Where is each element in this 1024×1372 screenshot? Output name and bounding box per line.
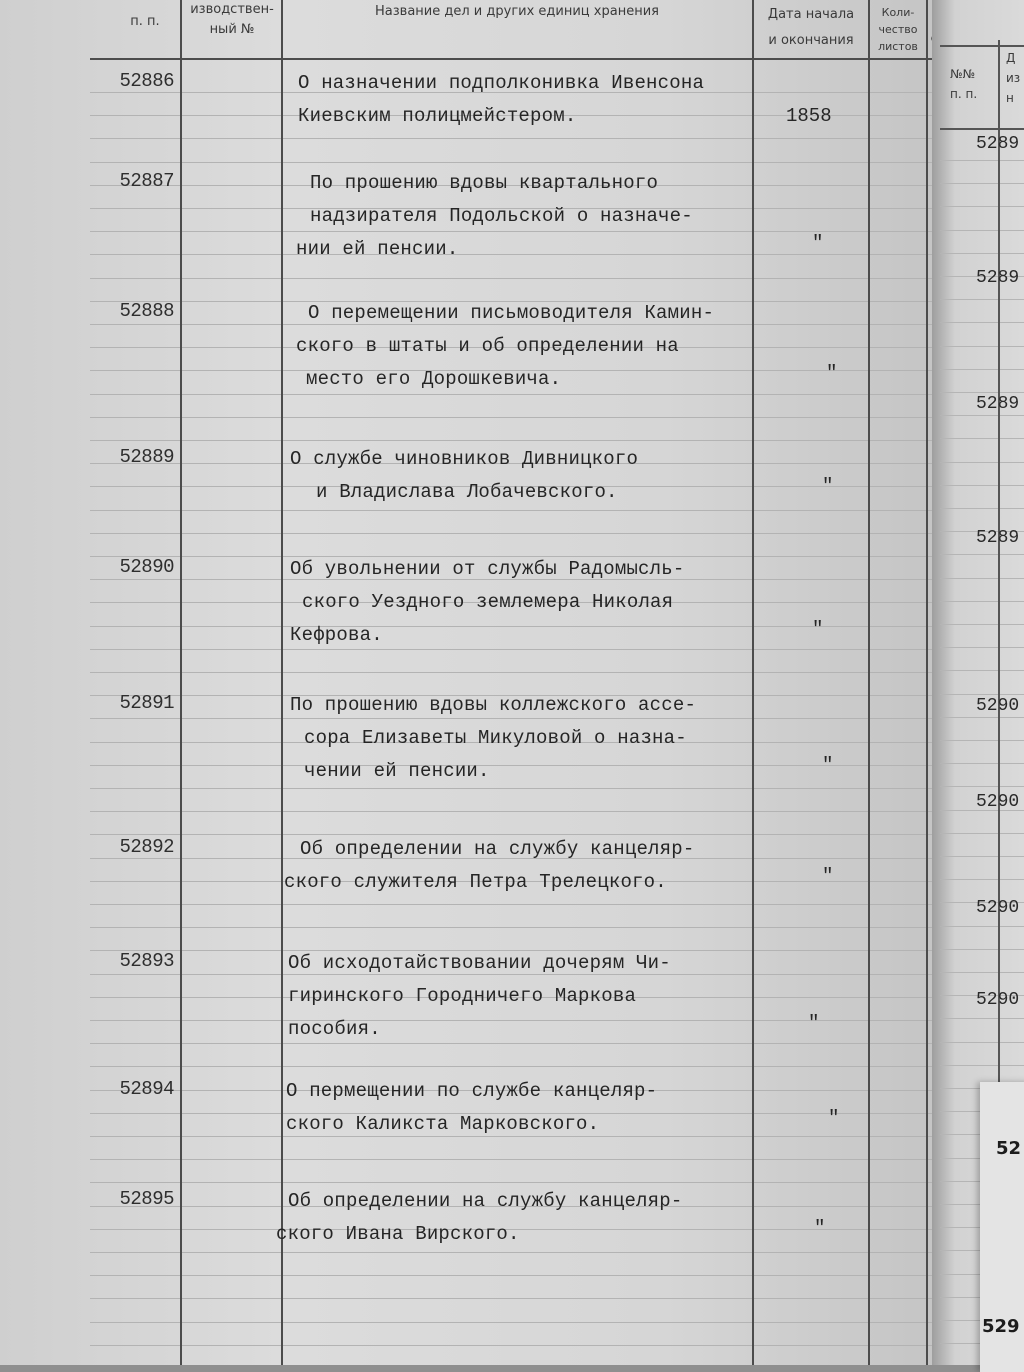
header-sheets: Коли- чество листов bbox=[878, 6, 918, 53]
ruled-line bbox=[90, 1043, 940, 1044]
slip-number-bottom: 529 bbox=[982, 1316, 1020, 1337]
ruled-line bbox=[940, 740, 1024, 741]
adjacent-entry-number: 5289 bbox=[976, 268, 1020, 288]
ruled-line bbox=[940, 206, 1024, 207]
entry-number: 52895 bbox=[119, 1188, 174, 1210]
ruled-line bbox=[90, 1136, 940, 1137]
adjacent-entry-number: 5289 bbox=[976, 134, 1020, 154]
ruled-line bbox=[90, 765, 940, 766]
entry-title-line: Об увольнении от службы Радомысль- bbox=[290, 558, 685, 580]
entry-title-line: По прошению вдовы коллежского ассе- bbox=[290, 694, 697, 716]
adjacent-entry-number: 5290 bbox=[976, 990, 1020, 1010]
header-dates: Дата начала и окончания bbox=[767, 7, 855, 48]
adjacent-entry-number: 5289 bbox=[976, 394, 1020, 414]
entry-title-line: Кефрова. bbox=[290, 624, 383, 646]
ruled-line bbox=[90, 950, 940, 951]
ruled-line bbox=[90, 811, 940, 812]
ruled-line bbox=[940, 670, 1024, 671]
entry-title-line: сора Елизаветы Микуловой о назна- bbox=[304, 727, 687, 749]
ruled-line bbox=[90, 254, 940, 255]
entry-title-line: нии ей пенсии. bbox=[296, 238, 459, 260]
column-divider bbox=[868, 0, 870, 1365]
entry-title-line: надзирателя Подольской о назначе- bbox=[310, 205, 693, 227]
ruled-line bbox=[90, 556, 940, 557]
entry-number: 52893 bbox=[119, 950, 174, 972]
adjacent-entry-number: 5290 bbox=[976, 898, 1020, 918]
ruled-line bbox=[940, 578, 1024, 579]
ruled-line bbox=[940, 392, 1024, 393]
entry-number: 52892 bbox=[119, 836, 174, 858]
ruled-line bbox=[940, 160, 1024, 161]
header-title: Название дел и других единиц хранения bbox=[375, 4, 659, 19]
entry-date: 1858 bbox=[786, 105, 832, 127]
entry-title-line: ского Уездного землемера Николая bbox=[302, 591, 674, 613]
adjacent-entry-number: 5290 bbox=[976, 696, 1020, 716]
ruled-line bbox=[90, 1298, 940, 1299]
ruled-line bbox=[940, 879, 1024, 880]
ruled-line bbox=[90, 510, 940, 511]
ruled-line bbox=[940, 299, 1024, 300]
entry-title-line: пособия. bbox=[288, 1018, 381, 1040]
adjacent-entry-number: 5290 bbox=[976, 792, 1020, 812]
adjacent-header-next: Д из н bbox=[1006, 51, 1021, 105]
ruled-line bbox=[940, 230, 1024, 231]
ruled-line bbox=[940, 856, 1024, 857]
entry-number: 52889 bbox=[119, 446, 174, 468]
entry-title-line: и Владислава Лобачевского. bbox=[316, 481, 618, 503]
ruled-line bbox=[940, 601, 1024, 602]
entry-number: 52890 bbox=[119, 556, 174, 578]
ruled-line bbox=[940, 833, 1024, 834]
entry-number: 52894 bbox=[119, 1078, 174, 1100]
entry-title-line: О пермещении по службе канцеляр- bbox=[286, 1080, 658, 1102]
ruled-line bbox=[90, 324, 940, 325]
ruled-line bbox=[90, 1182, 940, 1183]
entry-date: " bbox=[822, 754, 834, 776]
ruled-line bbox=[90, 904, 940, 905]
entry-title-line: гиринского Городничего Маркова bbox=[288, 985, 637, 1007]
ruled-line bbox=[90, 417, 940, 418]
entry-date: " bbox=[814, 1217, 826, 1239]
ruled-line bbox=[940, 183, 1024, 184]
entry-date: " bbox=[828, 1107, 840, 1129]
ruled-line bbox=[90, 649, 940, 650]
header-prod: изводствен- ный № bbox=[190, 2, 274, 37]
entry-date: " bbox=[808, 1012, 820, 1034]
ruled-line bbox=[940, 253, 1024, 254]
entry-title-line: По прошению вдовы квартального bbox=[310, 172, 659, 194]
entry-title-line: ского служителя Петра Трелецкого. bbox=[284, 871, 667, 893]
ruled-line bbox=[90, 533, 940, 534]
entry-date: " bbox=[812, 232, 824, 254]
slip-number-top: 52 bbox=[996, 1138, 1022, 1159]
ruled-line bbox=[90, 394, 940, 395]
ruled-line bbox=[940, 972, 1024, 973]
entry-date: " bbox=[822, 865, 834, 887]
entry-title-line: О перемещении письмоводителя Камин- bbox=[308, 302, 715, 324]
ruled-line bbox=[940, 717, 1024, 718]
ruled-line bbox=[90, 927, 940, 928]
ruled-line bbox=[90, 1066, 940, 1067]
entry-number: 52891 bbox=[119, 692, 174, 714]
ruled-line bbox=[90, 162, 940, 163]
entry-number: 52888 bbox=[119, 300, 174, 322]
ruled-line bbox=[90, 138, 940, 139]
adjacent-entry-number: 5289 bbox=[976, 528, 1020, 548]
ruled-line bbox=[940, 647, 1024, 648]
ruled-line bbox=[90, 834, 940, 835]
entry-number: 52886 bbox=[119, 70, 174, 92]
ruled-line bbox=[940, 926, 1024, 927]
inserted-slip bbox=[980, 1082, 1024, 1372]
ruled-line bbox=[940, 415, 1024, 416]
ruled-line bbox=[90, 1275, 940, 1276]
entry-title-line: ского Ивана Вирского. bbox=[276, 1223, 520, 1245]
ruled-line bbox=[90, 440, 940, 441]
header-num: п. п. bbox=[130, 14, 160, 29]
column-divider bbox=[752, 0, 754, 1365]
ruled-line bbox=[90, 788, 940, 789]
column-divider bbox=[180, 0, 182, 1365]
entry-title-line: место его Дорошкевича. bbox=[306, 368, 562, 390]
ruled-line bbox=[940, 1065, 1024, 1066]
entry-title-line: ского в штаты и об определении на bbox=[296, 335, 679, 357]
ruled-line bbox=[90, 1345, 940, 1346]
ruled-line bbox=[940, 694, 1024, 695]
ruled-line bbox=[940, 949, 1024, 950]
entry-date: " bbox=[812, 618, 824, 640]
ruled-line bbox=[940, 1042, 1024, 1043]
ruled-line bbox=[940, 1018, 1024, 1019]
ruled-line bbox=[90, 278, 940, 279]
entry-title-line: ского Каликста Марковского. bbox=[286, 1113, 600, 1135]
ruled-line bbox=[90, 718, 940, 719]
ruled-line bbox=[940, 624, 1024, 625]
entry-date: " bbox=[822, 475, 834, 497]
entry-title-line: чении ей пенсии. bbox=[304, 760, 490, 782]
entry-title-line: О назначении подполконивка Ивенсона bbox=[298, 72, 705, 94]
entry-title-line: О службе чиновников Дивницкого bbox=[290, 448, 639, 470]
adjacent-header-num: №№ п. п. bbox=[950, 67, 978, 101]
header-rule bbox=[90, 58, 940, 60]
entry-number: 52887 bbox=[119, 170, 174, 192]
ruled-line bbox=[90, 974, 940, 975]
ruled-line bbox=[940, 554, 1024, 555]
ruled-line bbox=[940, 485, 1024, 486]
entry-title-line: Об определении на службу канцеляр- bbox=[288, 1190, 683, 1212]
ruled-line bbox=[940, 346, 1024, 347]
ruled-line bbox=[90, 1252, 940, 1253]
ruled-line bbox=[90, 1159, 940, 1160]
ruled-line bbox=[940, 462, 1024, 463]
ruled-line bbox=[940, 369, 1024, 370]
ruled-line bbox=[940, 322, 1024, 323]
ruled-line bbox=[940, 438, 1024, 439]
entry-date: " bbox=[826, 362, 838, 384]
entry-title-line: Об определении на службу канцеляр- bbox=[300, 838, 695, 860]
ruled-line bbox=[940, 763, 1024, 764]
column-divider bbox=[926, 0, 928, 1365]
entry-title-line: Об исходотайствовании дочерям Чи- bbox=[288, 952, 671, 974]
ruled-line bbox=[90, 1322, 940, 1323]
ruled-line bbox=[940, 786, 1024, 787]
ruled-line bbox=[90, 672, 940, 673]
ruled-line bbox=[940, 508, 1024, 509]
column-divider bbox=[281, 0, 283, 1365]
entry-title-line: Киевским полицмейстером. bbox=[298, 105, 577, 127]
